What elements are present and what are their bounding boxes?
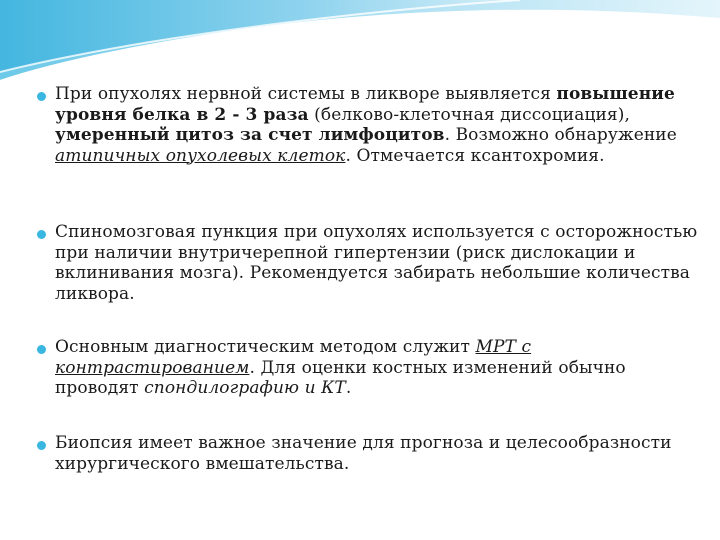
bullet-item bbox=[37, 337, 705, 399]
bullet-marker bbox=[37, 345, 46, 354]
bullet-bold-segment: повышение уровня белка в 2 - 3 раза bbox=[55, 84, 675, 125]
bullet-item bbox=[37, 433, 705, 474]
bullet-italic-segment: спондилографию и КТ bbox=[144, 378, 346, 398]
bullet-italic-underlined-segment: атипичных опухолевых клеток bbox=[55, 145, 346, 166]
bullet-item bbox=[37, 84, 705, 166]
bullet-text bbox=[55, 84, 705, 166]
bullet-text-segment: (белково-клеточная диссоциация), bbox=[308, 104, 630, 125]
bullet-text-segment: Основным диагностическим методом служит bbox=[55, 337, 476, 357]
bullet-text bbox=[55, 337, 705, 399]
bullet-text-segment: . Для оценки костных изменений обычно проводят bbox=[55, 357, 626, 398]
bullet-text bbox=[55, 222, 705, 304]
bullet-marker bbox=[37, 230, 46, 239]
bullet-text-segment: . bbox=[345, 378, 352, 398]
bullet-text-segment: При опухолях нервной системы в ликворе выявляется bbox=[55, 84, 557, 104]
bullet-text-segment: Биопсия имеет важное значение для прогноза и целесообразности хирургического вмешательства. bbox=[55, 433, 672, 474]
bullet-text-segment: . Отмечается ксантохромия. bbox=[345, 145, 605, 166]
bullet-item bbox=[37, 222, 705, 304]
bullet-text-segment: . Возможно обнаружение bbox=[444, 125, 677, 145]
bullet-text-segment: Спиномозговая пункция при опухолях используется с осторожностью при наличии внутричерепной гипертензии (риск дислокации и вклинивания мозга). Рекомендуется забирать небольшие количества ликвора. bbox=[55, 222, 698, 304]
bullet-marker bbox=[37, 441, 46, 450]
bullet-italic-underlined-segment: МРТ с контрастированием bbox=[55, 337, 532, 378]
bullet-text bbox=[55, 433, 705, 474]
header-wave-decoration bbox=[0, 0, 720, 95]
bullet-marker bbox=[37, 92, 46, 101]
bullet-bold-segment: умеренный цитоз за счет лимфоцитов bbox=[55, 125, 445, 145]
